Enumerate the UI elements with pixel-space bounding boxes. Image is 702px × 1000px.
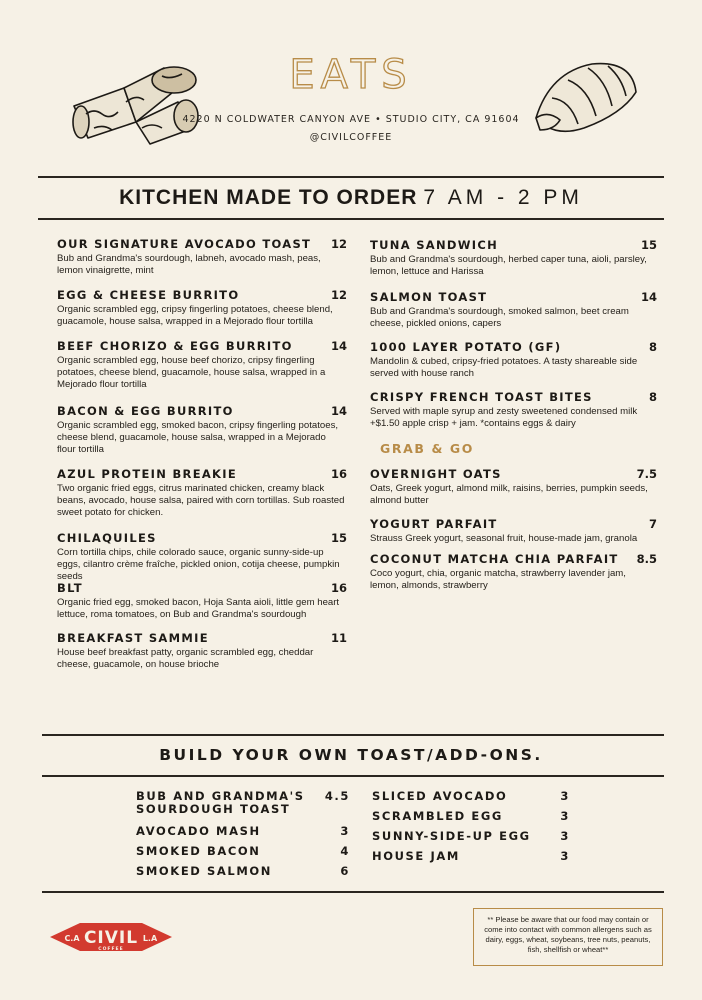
civil-coffee-logo bbox=[50, 920, 172, 954]
item-name: OUR SIGNATURE AVOCADO TOAST bbox=[57, 237, 312, 251]
divider bbox=[42, 775, 664, 777]
grab-go-heading: GRAB & GO bbox=[380, 441, 474, 456]
menu-item bbox=[57, 631, 347, 671]
item-name: BREAKFAST SAMMIE bbox=[57, 631, 209, 645]
menu-item bbox=[370, 552, 657, 592]
addon-price: 3 bbox=[560, 809, 570, 823]
item-price: 16 bbox=[330, 581, 347, 595]
item-description: Organic fried egg, smoked bacon, Hoja Santa aioli, little gem heart lettuce, roma tomatoes, on Bub and Grandma's sourdough bbox=[57, 597, 340, 621]
addon-item bbox=[136, 865, 350, 878]
item-price: 14 bbox=[330, 404, 347, 418]
item-description: House beef breakfast patty, organic scrambled egg, cheddar cheese, guacamole, on house brioche bbox=[57, 647, 314, 671]
addon-list-left bbox=[136, 790, 350, 878]
logo-sub: COFFEE bbox=[98, 947, 124, 952]
addon-name: BUB AND GRANDMA'S SOURDOUGH TOAST bbox=[136, 789, 305, 816]
divider bbox=[42, 734, 664, 736]
menu-item bbox=[370, 390, 657, 430]
item-name: BACON & EGG BURRITO bbox=[57, 404, 234, 418]
item-price: 14 bbox=[330, 339, 347, 353]
divider bbox=[38, 176, 664, 178]
menu-item bbox=[370, 290, 657, 330]
addon-price: 3 bbox=[560, 849, 570, 863]
addon-name: SLICED AVOCADO bbox=[372, 789, 508, 803]
item-name: AZUL PROTEIN BREAKIE bbox=[57, 467, 237, 481]
page-title: EATS bbox=[289, 52, 413, 98]
item-name: BLT bbox=[57, 581, 83, 595]
addon-name: AVOCADO MASH bbox=[136, 824, 261, 838]
item-description: Oats, Greek yogurt, almond milk, raisins, berries, pumpkin seeds, almond butter bbox=[370, 483, 648, 507]
item-name: CRISPY FRENCH TOAST BITES bbox=[370, 390, 593, 404]
addon-item bbox=[372, 850, 570, 863]
item-price: 12 bbox=[330, 237, 347, 251]
addon-price: 3 bbox=[340, 824, 350, 838]
item-price: 16 bbox=[330, 467, 347, 481]
social-handle: @CIVILCOFFEE bbox=[309, 132, 393, 143]
menu-item bbox=[57, 237, 347, 277]
item-price: 15 bbox=[330, 531, 347, 545]
item-name: SALMON TOAST bbox=[370, 290, 488, 304]
kitchen-heading bbox=[0, 186, 702, 210]
divider bbox=[42, 891, 664, 893]
addon-price: 4 bbox=[340, 844, 350, 858]
item-description: Served with maple syrup and zesty sweetened condensed milk +$1.50 apple crisp + jam. *contains eggs & dairy bbox=[370, 406, 638, 430]
item-price: 11 bbox=[330, 631, 347, 645]
logo-left: C.A bbox=[64, 934, 80, 943]
menu-item bbox=[57, 467, 347, 520]
item-description: Organic scrambled egg, smoked bacon, cripsy fingerling potatoes, cheese blend, guacamole, house salsa, wrapped in a Mejorado flour tortilla bbox=[57, 420, 339, 456]
item-description: Two organic fried eggs, citrus marinated chicken, creamy black beans, avocado, house salsa, paired with corn tortillas. Sub roasted sweet potato for chicken. bbox=[57, 483, 345, 519]
addon-list-right bbox=[372, 790, 570, 863]
item-price: 8 bbox=[648, 390, 657, 404]
item-price: 8.5 bbox=[636, 552, 657, 566]
logo-right: L.A bbox=[142, 934, 158, 943]
kitchen-hours: 7 AM - 2 PM bbox=[423, 186, 583, 209]
item-name: 1000 LAYER POTATO (GF) bbox=[370, 340, 562, 354]
logo-brand: CIVIL bbox=[83, 928, 139, 948]
menu-item bbox=[57, 581, 347, 621]
addon-name: SUNNY-SIDE-UP EGG bbox=[372, 829, 531, 843]
item-description: Coco yogurt, chia, organic matcha, strawberry lavender jam, lemon, almonds, strawberry bbox=[370, 568, 626, 592]
addon-price: 3 bbox=[560, 789, 570, 803]
item-description: Organic scrambled egg, house beef chorizo, cripsy fingerling potatoes, cheese blend, guacamole, house salsa, wrapped in a Mejorado flour tortilla bbox=[57, 355, 326, 391]
item-name: TUNA SANDWICH bbox=[370, 238, 498, 252]
address: 4220 N COLDWATER CANYON AVE • STUDIO CITY, CA 91604 bbox=[182, 114, 520, 125]
addon-item bbox=[372, 810, 570, 823]
build-heading: BUILD YOUR OWN TOAST/ADD-ONS. bbox=[159, 746, 543, 764]
addon-name: SMOKED SALMON bbox=[136, 864, 272, 878]
addon-name: HOUSE JAM bbox=[372, 849, 460, 863]
item-name: EGG & CHEESE BURRITO bbox=[57, 288, 240, 302]
addon-item bbox=[372, 830, 570, 843]
addon-item bbox=[136, 790, 350, 816]
addon-price: 3 bbox=[560, 829, 570, 843]
addon-name: SMOKED BACON bbox=[136, 844, 261, 858]
item-name: CHILAQUILES bbox=[57, 531, 157, 545]
item-description: Strauss Greek yogurt, seasonal fruit, house-made jam, granola bbox=[370, 533, 638, 544]
item-name: OVERNIGHT OATS bbox=[370, 467, 502, 481]
addon-item bbox=[372, 790, 570, 803]
item-description: Mandolin & cubed, cripsy-fried potatoes. A tasty shareable side served with house ranch bbox=[370, 356, 638, 380]
menu-item bbox=[370, 467, 657, 507]
item-name: BEEF CHORIZO & EGG BURRITO bbox=[57, 339, 293, 353]
kitchen-title: KITCHEN MADE TO ORDER bbox=[119, 186, 418, 209]
menu-item bbox=[370, 517, 657, 545]
addon-name: SCRAMBLED EGG bbox=[372, 809, 503, 823]
item-name: YOGURT PARFAIT bbox=[370, 517, 498, 531]
item-description: Bub and Grandma's sourdough, smoked salmon, beet cream cheese, pickled onions, capers bbox=[370, 306, 629, 330]
menu-item bbox=[370, 340, 657, 380]
item-price: 8 bbox=[648, 340, 657, 354]
addon-price: 6 bbox=[340, 864, 350, 878]
item-description: Bub and Grandma's sourdough, herbed caper tuna, aioli, parsley, lemon, lettuce and Harissa bbox=[370, 254, 647, 278]
item-price: 7.5 bbox=[636, 467, 657, 481]
menu-item bbox=[57, 404, 347, 457]
addon-item bbox=[136, 845, 350, 858]
item-description: Organic scrambled egg, cripsy fingerling potatoes, cheese blend, guacamole, house salsa, wrapped in a Mejorado flour tortilla bbox=[57, 304, 333, 328]
menu-item bbox=[370, 238, 657, 278]
item-description: Corn tortilla chips, chile colorado sauce, organic sunny-side-up eggs, cilantro crème fraîche, pickled onion, cotija cheese, pumpkin seeds bbox=[57, 547, 340, 583]
item-price: 12 bbox=[330, 288, 347, 302]
menu-item bbox=[57, 288, 347, 328]
item-price: 7 bbox=[648, 517, 657, 531]
item-price: 14 bbox=[640, 290, 657, 304]
menu-item bbox=[57, 531, 347, 584]
item-description: Bub and Grandma's sourdough, labneh, avocado mash, peas, lemon vinaigrette, mint bbox=[57, 253, 321, 277]
item-name: COCONUT MATCHA CHIA PARFAIT bbox=[370, 552, 619, 566]
allergen-notice: ** Please be aware that our food may contain or come into contact with common allergens such as dairy, eggs, wheat, soybeans, tree nuts, peanuts, fish, shellfish or wheat** bbox=[473, 908, 663, 966]
addon-item bbox=[136, 825, 350, 838]
item-price: 15 bbox=[640, 238, 657, 252]
addon-price: 4.5 bbox=[324, 789, 350, 803]
menu-item bbox=[57, 339, 347, 392]
divider bbox=[38, 218, 664, 220]
